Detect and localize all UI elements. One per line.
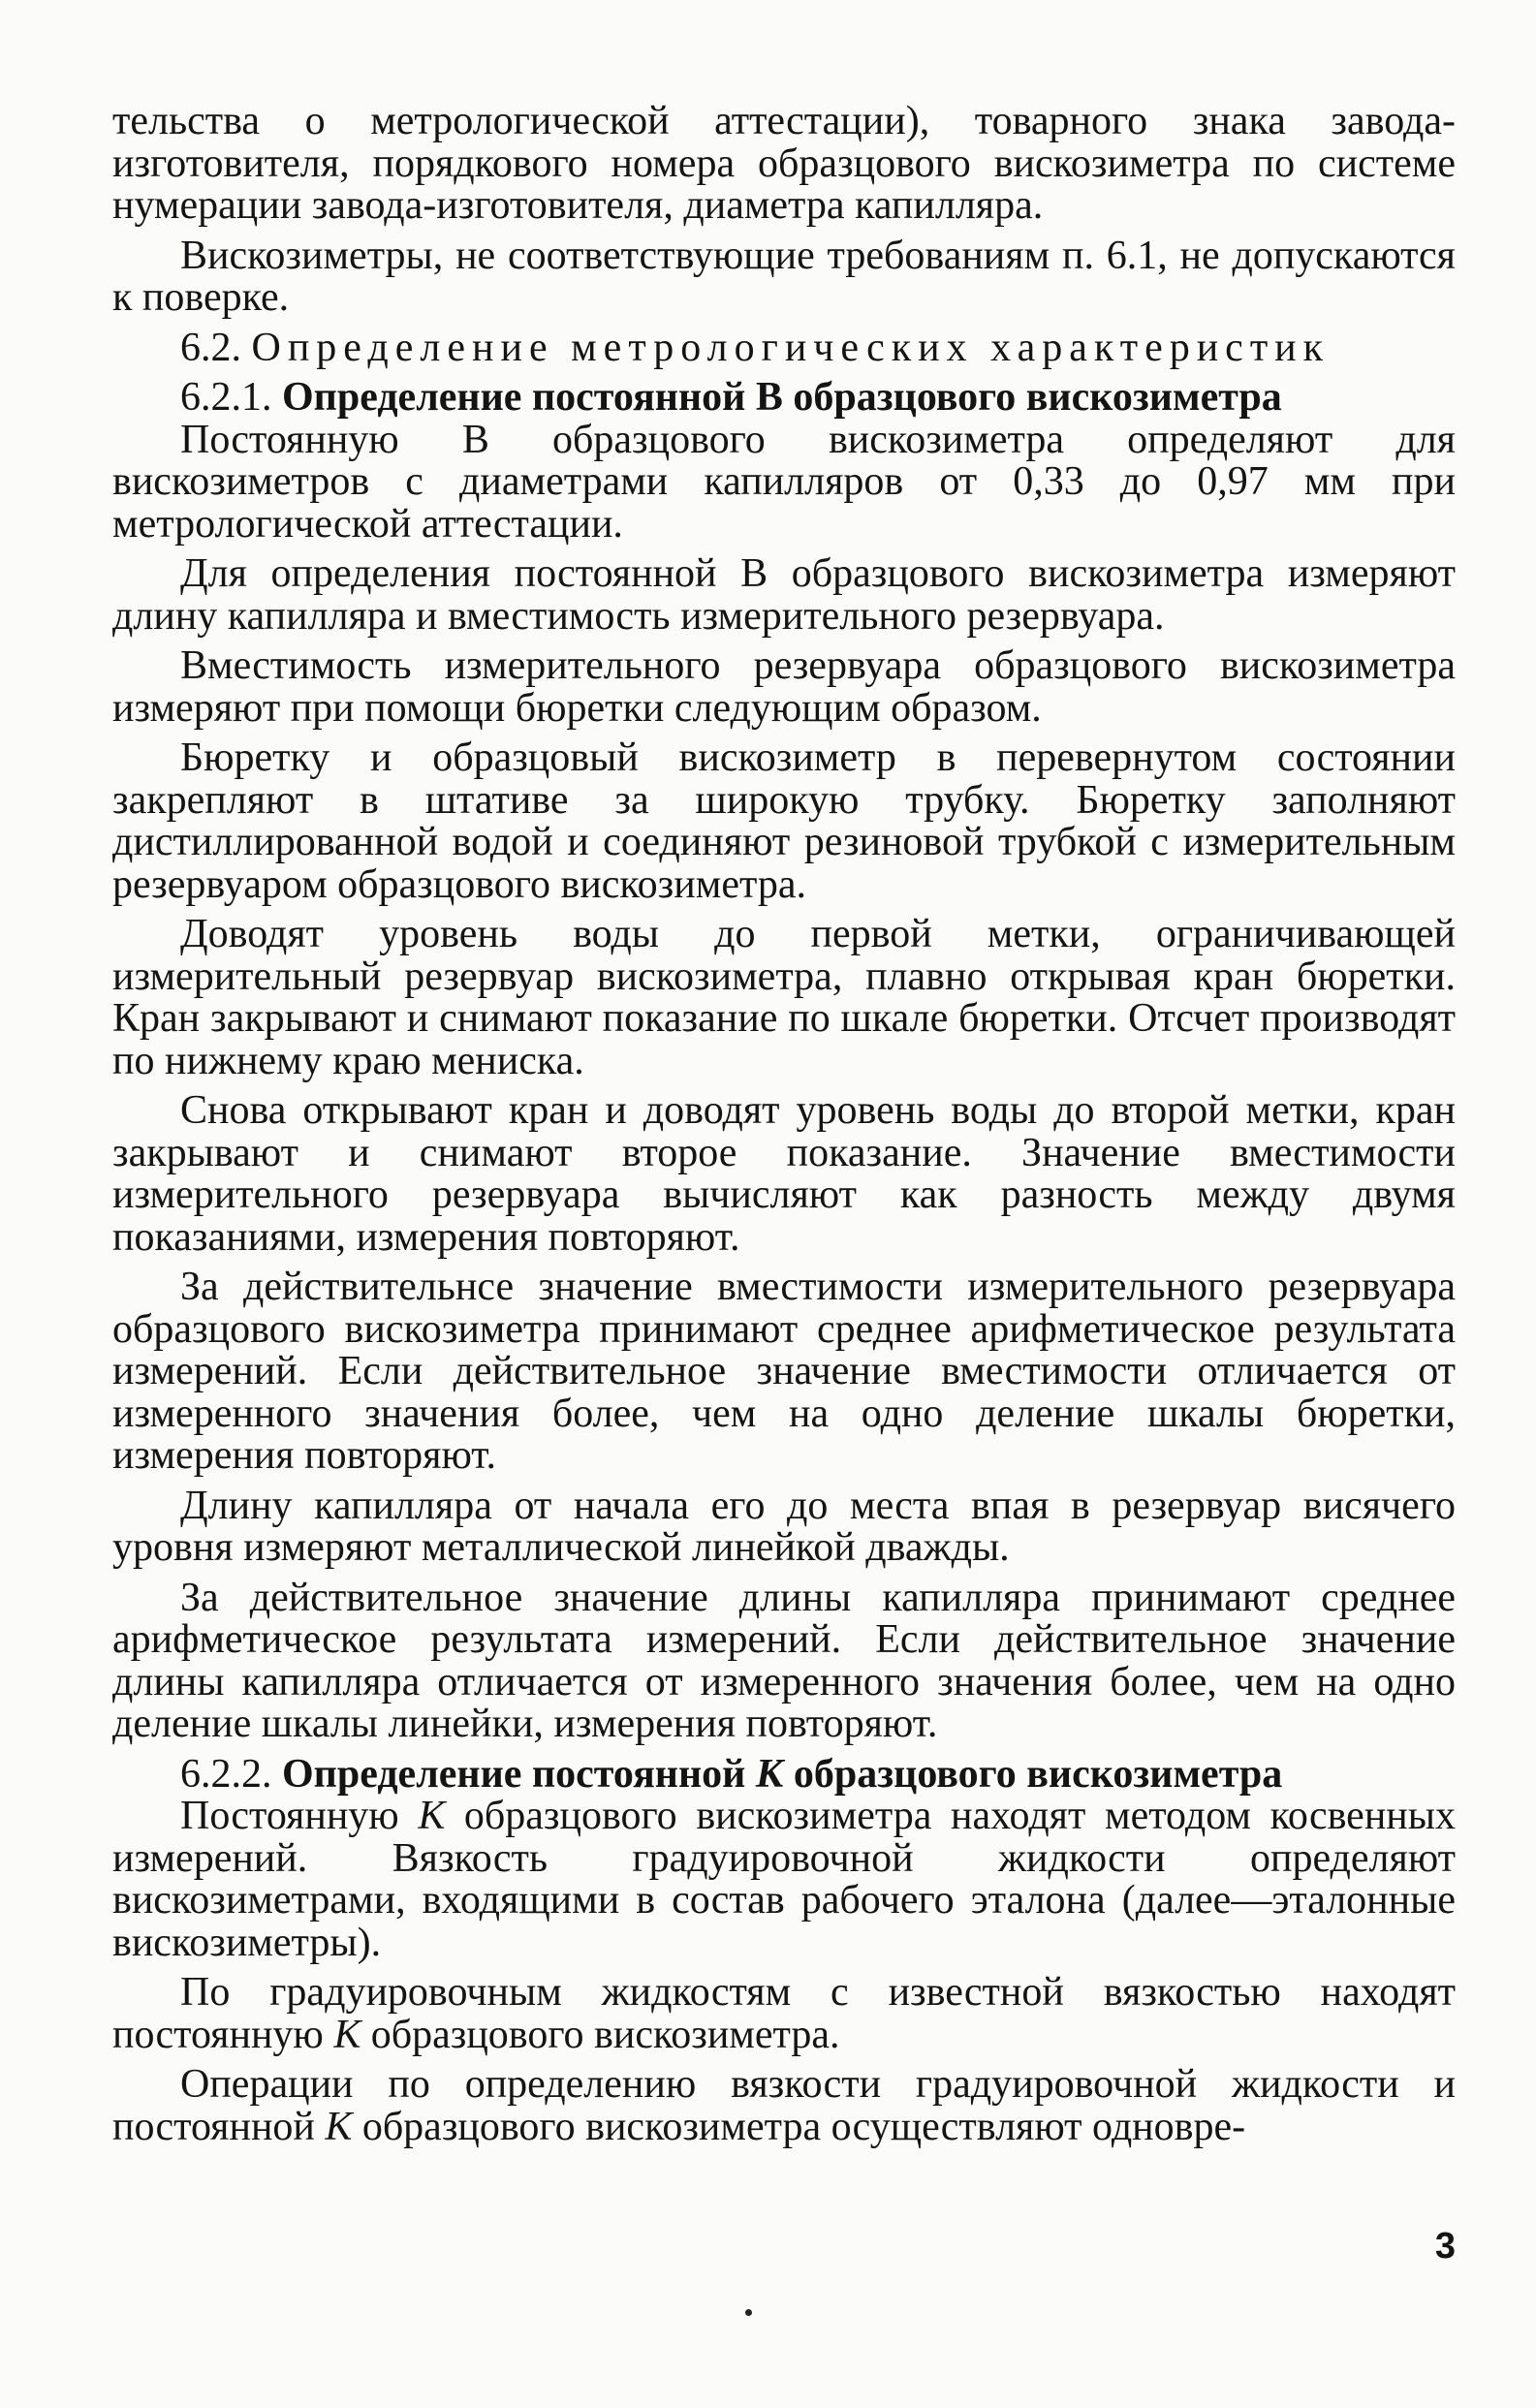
paragraph-first-mark: Доводят уровень воды до первой метки, ограничивающей измерительный резервуар вискозиметра, плавно открывая кран бюретки. Кран закрывают и снимают показание по шкале бюретки. Отсчет производят по нижнему краю мениска. xyxy=(112,912,1456,1083)
paragraph-capillary-length: Длину капилляра от начала его до места впая в резервуар висячего уровня измеряют металлической линейкой дважды. xyxy=(112,1483,1456,1570)
text-span: образцового вискозиметра осуществляют одновре- xyxy=(352,2104,1246,2149)
paragraph-volume-measurement: Вместимость измерительного резервуара образцового вискозиметра измеряют при помощи бюретки следующим образом. xyxy=(112,643,1456,731)
paragraph-continuation: тельства о метрологической аттестации), товарного знака завода-изготовителя, порядкового номера образцового вискозиметра по системе нумерации завода-изготовителя, диаметра капилляра. xyxy=(112,99,1456,228)
section-6-2-1-number: 6.2.1. xyxy=(180,375,272,420)
paragraph-constant-b-method: Для определения постоянной В образцового вискозиметра измеряют длину капилляра и вместимость измерительного резервуара. xyxy=(112,551,1456,639)
paragraph-admission: Вискозиметры, не соответствующие требованиям п. 6.1, не допускаются к поверке. xyxy=(112,233,1456,320)
text-span: По градуировочным жидкостям с известной вязкостью находят постоянную xyxy=(112,1970,1456,2057)
section-6-2-heading xyxy=(112,325,1456,370)
print-speck xyxy=(745,2309,752,2316)
paragraph-simultaneous-operations xyxy=(112,2064,1456,2148)
section-6-2-2-number: 6.2.2. xyxy=(180,1751,272,1797)
italic-letter: К xyxy=(418,1794,446,1838)
paragraph-length-mean: За действительное значение длины капилляра принимают среднее арифметическое результата измерений. Если действительное значение длины капилляра отличается от измеренного значения более, чем на одно деление шкалы линейки, измерения повторяют. xyxy=(112,1575,1456,1746)
text-span: образцового вискозиметра находят методом косвенных измерений. Вязкость градуировочной жидкости определяют вискозиметрами, входящими в состав рабочего эталона (далее—эталонные вискозиметры). xyxy=(112,1794,1456,1965)
paragraph-volume-mean: За действительнсе значение вместимости измерительного резервуара образцового вискозиметра принимают среднее арифметическое результата измерений. Если действительное значение вместимости отличается от измеренного значения более, чем на одно деление шкалы бюретки, измерения повторяют. xyxy=(112,1265,1456,1478)
italic-letter: К xyxy=(333,2012,361,2057)
paragraph-burette-setup: Бюретку и образцовый вискозиметр в перевернутом состоянии закрепляют в штативе за широкую трубку. Бюретку заполняют дистиллированной водой и соединяют резиновой трубкой с измерительным резервуаром образцового вискозиметра. xyxy=(112,735,1456,907)
section-6-2-2-title xyxy=(282,1752,1282,1797)
page-number: 3 xyxy=(1434,2226,1456,2267)
paragraph-second-mark: Снова открывают кран и доводят уровень воды до второй метки, кран закрывают и снимают второе показание. Значение вместимости измерительного резервуара вычисляют как разность между двумя показаниями, измерения повторяют. xyxy=(112,1088,1456,1260)
text-span: Операции по определению вязкости градуировочной жидкости и постоянной xyxy=(112,2062,1456,2149)
section-6-2-2-title-end: образцового вискозиметра xyxy=(783,1751,1283,1797)
italic-letter: К xyxy=(325,2104,353,2149)
section-6-2-1-heading xyxy=(112,377,1456,420)
text-column xyxy=(112,101,1456,2148)
text-span: Постоянную xyxy=(180,1794,419,1838)
section-6-2-number: 6.2. xyxy=(180,325,241,370)
paragraph-constant-k-indirect xyxy=(112,1796,1456,1964)
section-6-2-2-title-start: Определение постоянной xyxy=(282,1751,756,1797)
section-6-2-2-title-letter: К xyxy=(755,1751,784,1797)
paragraph-constant-b-scope: Постоянную В образцового вискозиметра определяют для вискозиметров с диаметрами капилляров от 0,33 до 0,97 мм при метрологической аттестации. xyxy=(112,417,1456,547)
text-span: образцового вискозиметра. xyxy=(360,2012,840,2057)
paragraph-calibration-liquids xyxy=(112,1972,1456,2056)
section-6-2-title: Определение метрологических характеристик xyxy=(251,325,1331,370)
section-6-2-2-heading xyxy=(112,1751,1456,1797)
section-6-2-1-title: Определение постоянной В образцового вискозиметра xyxy=(282,375,1282,420)
